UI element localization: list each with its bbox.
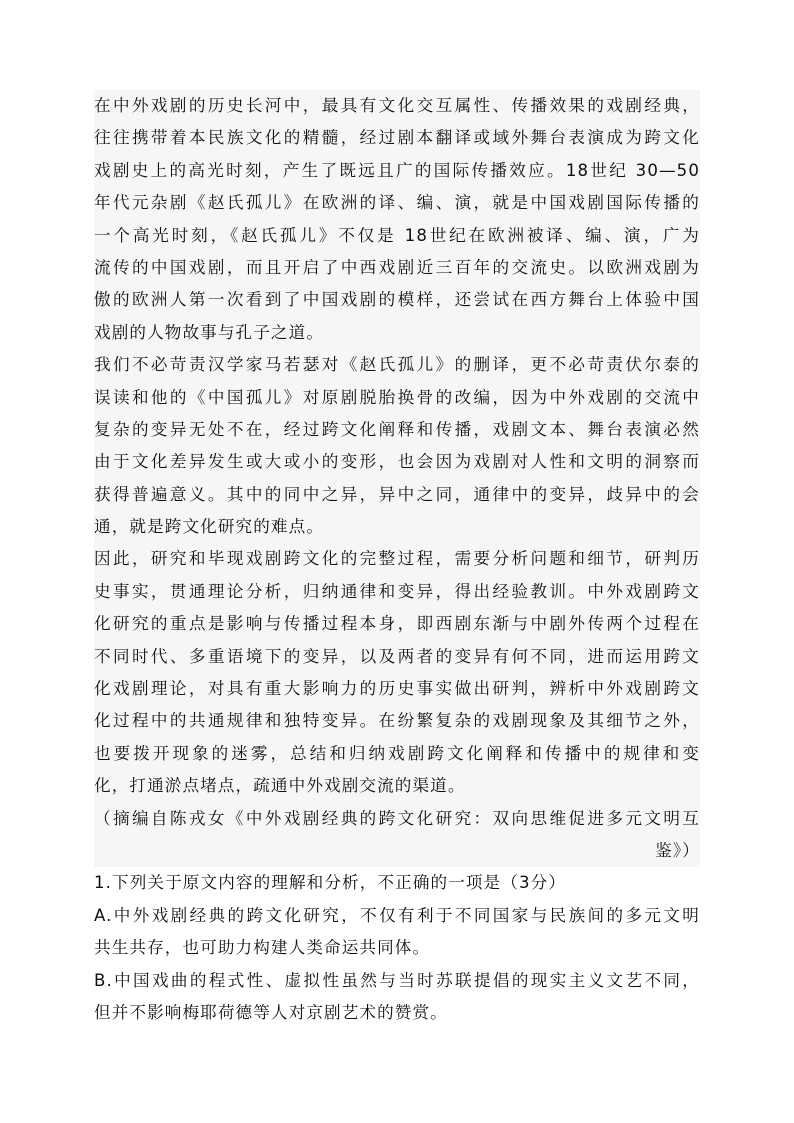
text-line: 化戏剧理论，对具有重大影响力的历史事实做出研判，辨析中外戏剧跨文: [94, 679, 700, 699]
text-line: 我们不必苛责汉学家马若瑟对《赵氏孤儿》的删译，更不必苛责伏尔泰的: [94, 355, 700, 375]
text-line: 获得普遍意义。其中的同中之异，异中之同，通律中的变异，歧异中的会: [94, 484, 700, 504]
text-line: 史事实，贯通理论分析，归纳通律和变异，得出经验教训。中外戏剧跨文: [94, 581, 700, 601]
question-stem: 1.下列关于原文内容的理解和分析，不正确的一项是（3分）: [94, 873, 567, 893]
text-line: 流传的中国戏剧，而且开启了中西戏剧近三百年的交流史。以欧洲戏剧为: [94, 257, 700, 277]
text-line: 在中外戏剧的历史长河中，最具有文化交互属性、传播效果的戏剧经典，: [94, 96, 700, 115]
text-line: 化研究的重点是影响与传播过程本身，即西剧东渐与中剧外传两个过程在: [94, 614, 700, 634]
option-line: 共生共存，也可助力构建人类命运共同体。: [94, 938, 431, 958]
text-line: 也要拨开现象的迷雾，总结和归纳戏剧跨文化阐释和传播中的规律和变: [94, 743, 700, 763]
question-1: [94, 867, 700, 1029]
text-line: 由于文化差异发生或大或小的变形，也会因为戏剧对人性和文明的洞察而: [94, 452, 700, 472]
text-line: 因此，研究和毕现戏剧跨文化的完整过程，需要分析问题和细节，研判历: [94, 549, 700, 569]
text-line: 傲的欧洲人第一次看到了中国戏剧的模样，还尝试在西方舞台上体验中国: [94, 290, 700, 310]
text-line: 化，打通淤点堵点，疏通中外戏剧交流的渠道。: [94, 776, 466, 796]
text-line: 戏剧史上的高光时刻，产生了既远且广的国际传播效应。18世纪 30—50: [94, 160, 700, 180]
text-line: 往往携带着本民族文化的精髓，经过剧本翻译或域外舞台表演成为跨文化: [94, 128, 700, 148]
text-line: 复杂的变异无处不在，经过跨文化阐释和传播，戏剧文本、舞台表演必然: [94, 419, 700, 439]
text-line: 年代元杂剧《赵氏孤儿》在欧洲的译、编、演，就是中国戏剧国际传播的: [94, 193, 700, 213]
option-a: [94, 900, 700, 965]
source-line: 鉴》）: [655, 840, 700, 860]
option-line: A.中外戏剧经典的跨文化研究，不仅有利于不同国家与民族间的多元文明: [94, 905, 700, 925]
text-line: 一个高光时刻，《赵氏孤儿》不仅是 18世纪在欧洲被译、编、演，广为: [94, 225, 700, 245]
option-line: 但并不影响梅耶荷德等人对京剧艺术的赞赏。: [94, 1002, 448, 1022]
text-line: 不同时代、多重语境下的变异，以及两者的变异有何不同，进而运用跨文: [94, 646, 700, 666]
paragraph-1: [94, 90, 700, 349]
text-line: 化过程中的共通规律和独特变异。在纷繁复杂的戏剧现象及其细节之外，: [94, 711, 700, 731]
document-body: [94, 90, 700, 1029]
source-citation: [94, 803, 700, 868]
text-line: 误读和他的《中国孤儿》对原剧脱胎换骨的改编，因为中外戏剧的交流中: [94, 387, 700, 407]
text-line: 戏剧的人物故事与孔子之道。: [94, 322, 325, 342]
option-b: [94, 965, 700, 1030]
text-line: 通，就是跨文化研究的难点。: [94, 517, 325, 537]
option-line: B.中国戏曲的程式性、虚拟性虽然与当时苏联提倡的现实主义文艺不同，: [94, 970, 700, 990]
paragraph-2: [94, 349, 700, 543]
paragraph-3: [94, 543, 700, 802]
source-line: （摘编自陈戎女《中外戏剧经典的跨文化研究：双向思维促进多元文明互: [94, 808, 700, 828]
